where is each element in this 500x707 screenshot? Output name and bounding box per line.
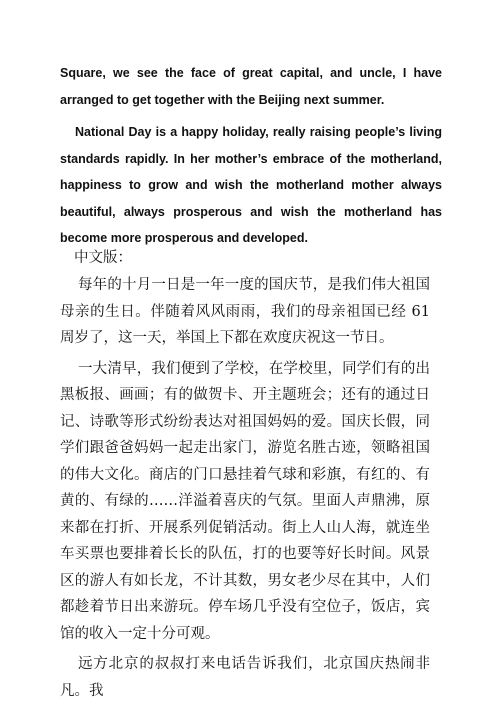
chinese-paragraph-3: 远方北京的叔叔打来电话告诉我们，北京国庆热闹非凡。我 <box>60 656 430 699</box>
english-paragraph-1: Square, we see the face of great capital, and uncle, I have arranged to get together with the Beijing next summer. <box>60 66 442 107</box>
chinese-version-label: 中文版： <box>74 250 132 266</box>
chinese-paragraph-1: 每年的十月一日是一年一度的国庆节，是我们伟大祖国母亲的生日。伴随着风风雨雨，我们的母亲祖国已经 61 周岁了，这一天，举国上下都在欢度庆祝这一节日。 <box>60 277 430 346</box>
english-text-block <box>60 60 442 252</box>
chinese-text-block <box>60 272 430 704</box>
chinese-paragraph-2: 一大清早，我们便到了学校，在学校里，同学们有的出黑板报、画画；有的做贺卡、开主题班会；还有的通过日记、诗歌等形式纷纷表达对祖国妈妈的爱。国庆长假，同学们跟爸爸妈妈一起走出家门，游览名胜古迹，领略祖国的伟大文化。商店的门口悬挂着气球和彩旗，有红的、有黄的、有绿的……洋溢着喜庆的气氛。里面人声鼎沸，原来都在打折、开展系列促销活动。街上人山人海，就连坐车买票也要排着长长的队伍，打的也要等好长时间。风景区的游人有如长龙，不计其数，男女老少尽在其中，人们都趁着节日出来游玩。停车场几乎没有空位子，饭店，宾馆的收入一定十分可观。 <box>60 360 430 642</box>
english-paragraph-2: National Day is a happy holiday, really raising people’s living standards rapidly. In her mother’s embrace of the motherland, happiness to grow and wish the motherland mother always beautiful, always prosperous and wish the motherland has become more prosperous and developed. <box>60 125 442 245</box>
